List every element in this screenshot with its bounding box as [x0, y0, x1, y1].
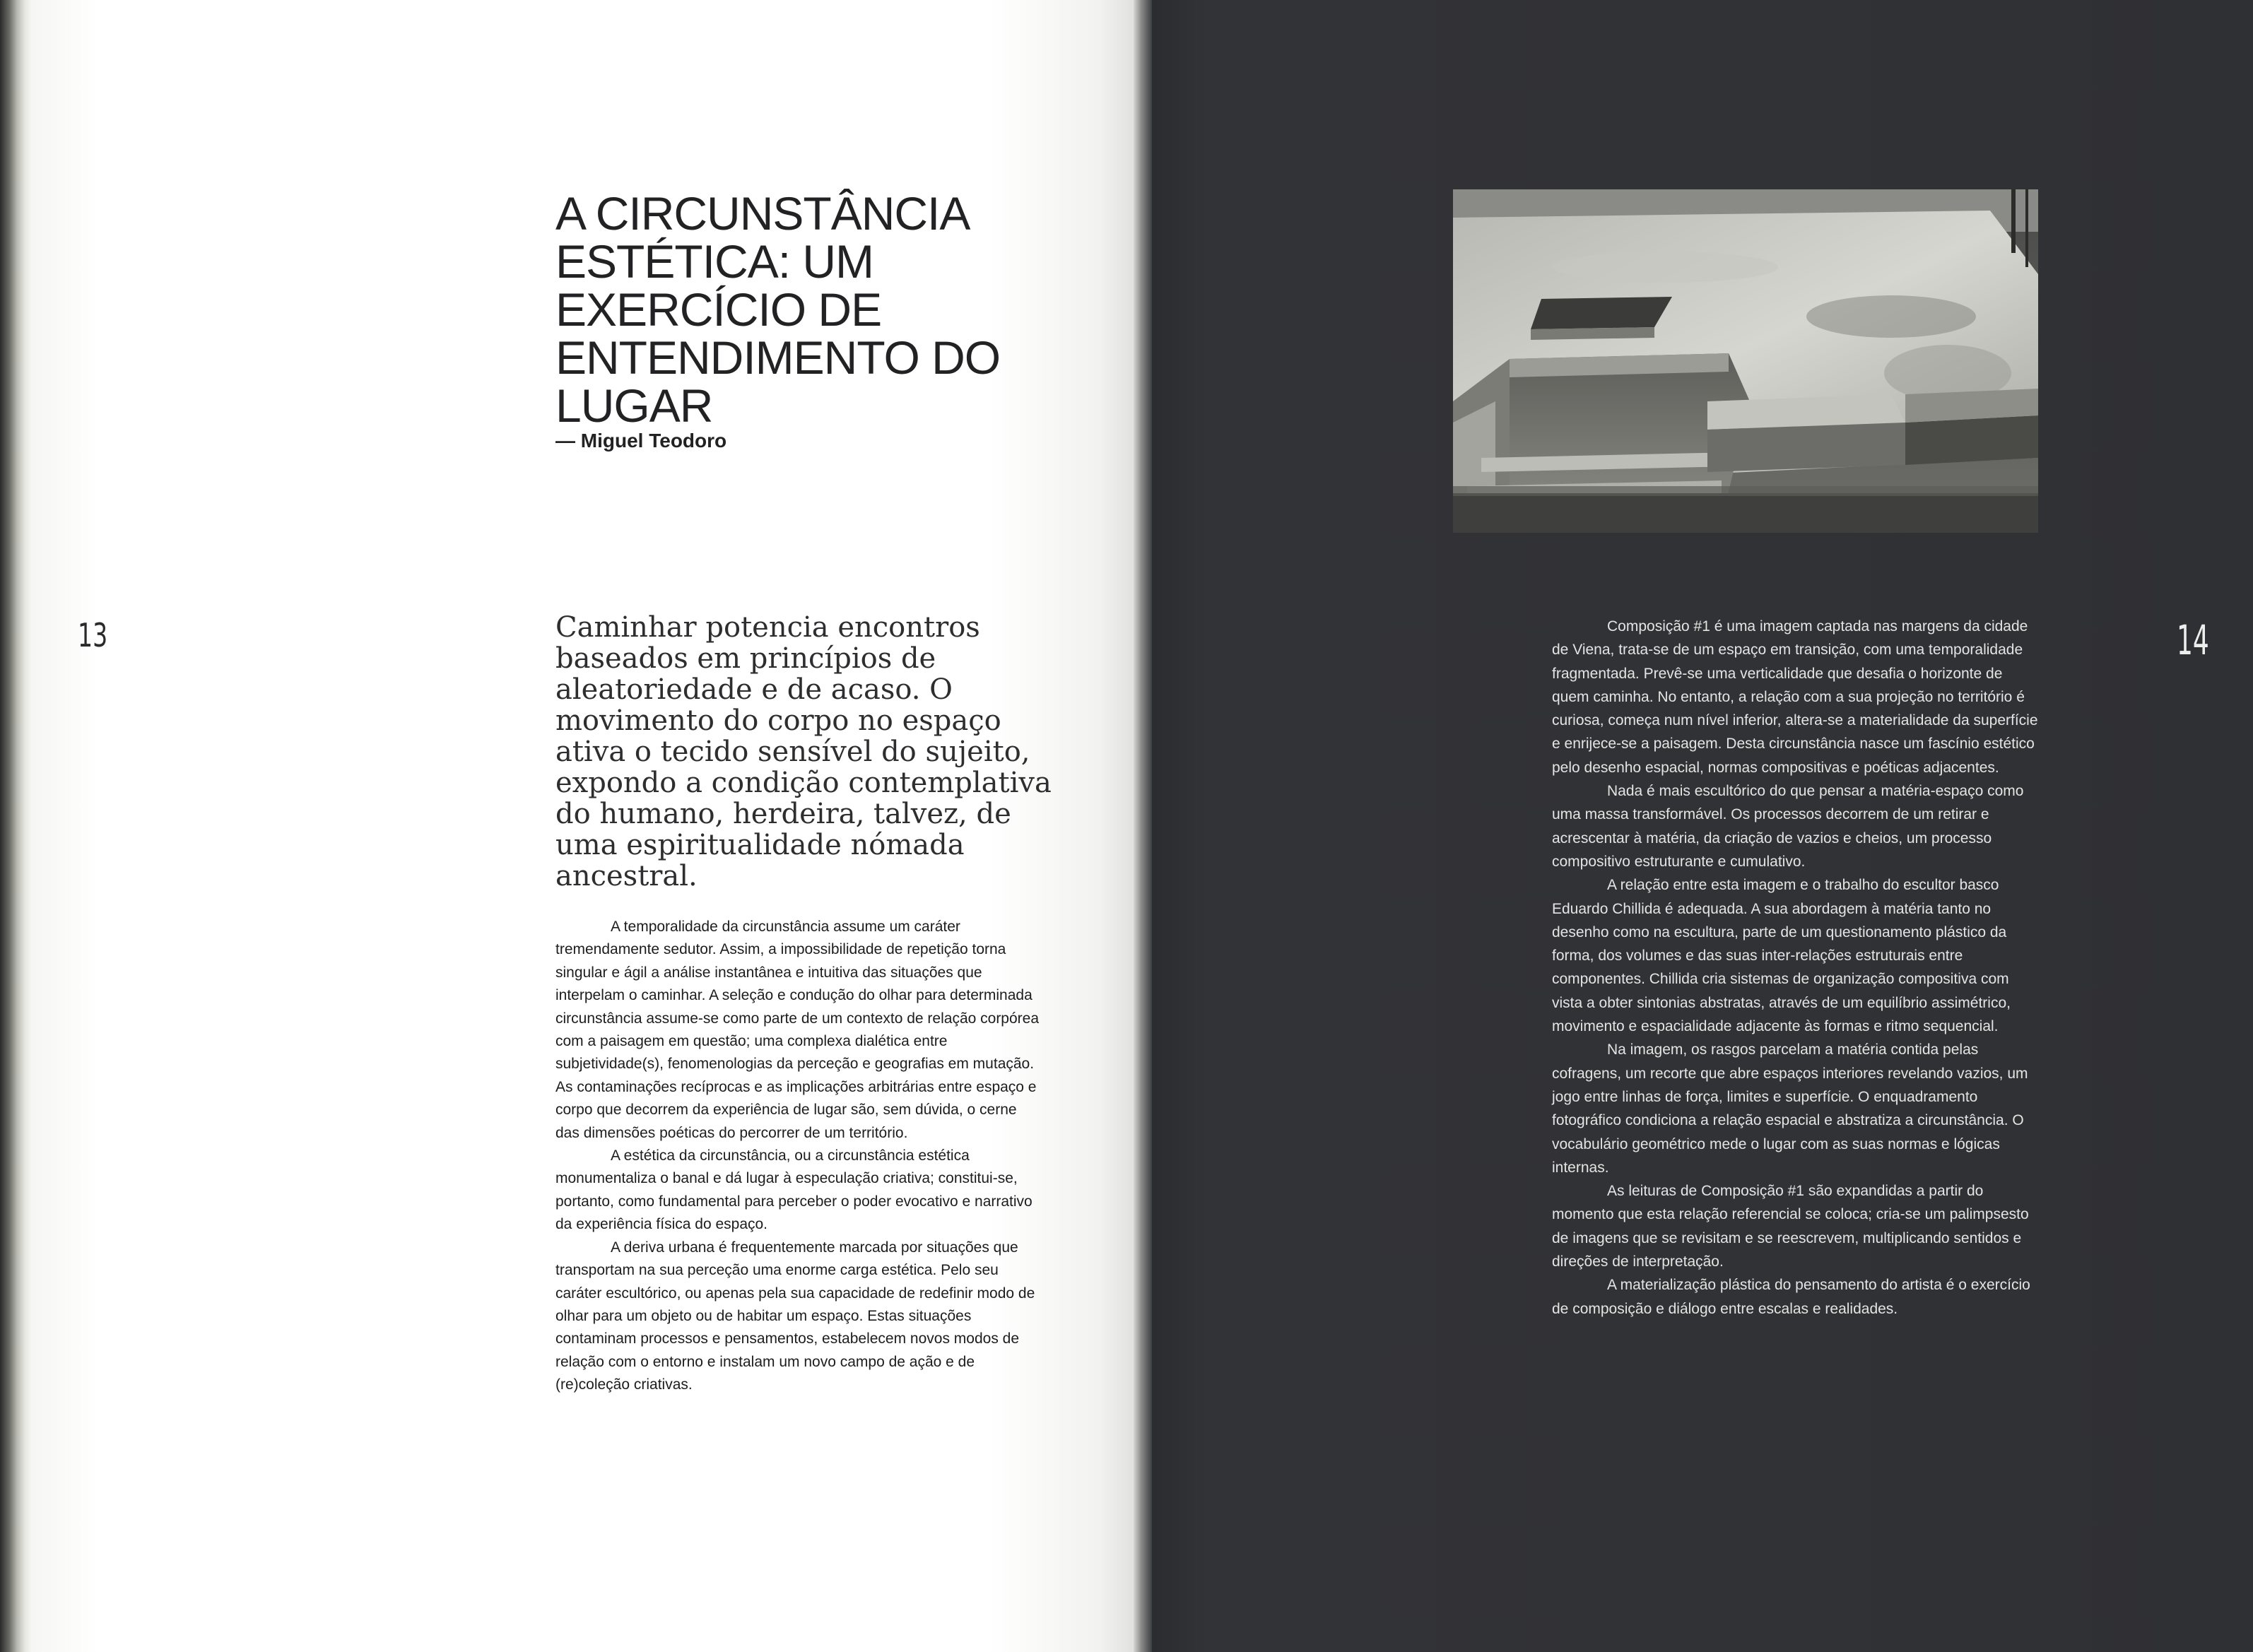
body-paragraph: Nada é mais escultórico do que pensar a matéria-espaço como uma massa transformável. Os processos decorrem de um retirar e acrescentar à matéria, da criação de vazios e cheios, um processo compositivo estruturante e cumulativo.	[1552, 783, 2024, 870]
title-line: LUGAR	[555, 379, 713, 432]
body-paragraph: A materialização plástica do pensamento do artista é o exercício de composição e diálogo entre escalas e realidades.	[1552, 1277, 2030, 1317]
title-line: ENTENDIMENTO DO	[555, 331, 1001, 384]
concrete-photograph	[1453, 189, 2038, 533]
body-paragraph: As leituras de Composição #1 são expandidas a partir do momento que esta relação referencial se coloca; cria-se um palimpsesto de imagens que se revisitam e se reescrevem, multiplicando sentidos e direções de interpretação.	[1552, 1183, 2029, 1270]
left-body-text	[555, 916, 1043, 1397]
author-byline: — Miguel Teodoro	[555, 430, 727, 452]
body-paragraph: Na imagem, os rasgos parcelam a matéria contida pelas cofragens, um recorte que abre espaços interiores revelando vazios, um jogo entre linhas de força, limites e superfície. O enquadramento fotográfico condiciona a relação espacial e abstratiza a circunstância. O vocabulário geométrico mede o lugar com as suas normas e lógicas internas.	[1552, 1042, 2028, 1176]
scanner-edge	[0, 0, 31, 1652]
photo-illustration	[1453, 189, 2038, 533]
lead-paragraph: Caminhar potencia encontros baseados em princípios de aleatoriedade e de acaso. O movimento do corpo no espaço ativa o tecido sensível do sujeito, expondo a condição contemplativa do humano, herdeira, talvez, de uma espiritualidade nómada ancestral.	[555, 611, 1052, 892]
page-number-right: 14	[2177, 616, 2209, 664]
title-line: A CIRCUNSTÂNCIA	[555, 187, 970, 240]
page-number-left: 13	[78, 616, 108, 654]
body-paragraph: A relação entre esta imagem e o trabalho do escultor basco Eduardo Chillida é adequada. A sua abordagem à matéria tanto no desenho como na escultura, parte de um questionamento plástico da forma, dos volumes e das suas inter-relações estruturais entre componentes. Chillida cria sistemas de organização compositiva com vista a obter sintonias abstratas, através de um equilíbrio assimétrico, movimento e espacialidade adjacente às formas e ritmo sequencial.	[1552, 877, 2011, 1035]
body-paragraph: A temporalidade da circunstância assume um caráter tremendamente sedutor. Assim, a impossibilidade de repetição torna singular e ágil a análise instantânea e intuitiva das situações que interpelam o caminhar. A seleção e condução do olhar para determinada circunstância assume-se como parte de um contexto de relação corpórea com a paisagem em questão; uma complexa dialética entre subjetividade(s), fenomenologias da perceção e geografias em mutação. As contaminações recíprocas e as implicações arbitrárias entre espaço e corpo que decorrem da experiência de lugar são, sem dúvida, o cerne das dimensões poéticas do percorrer de um território.	[555, 919, 1040, 1141]
right-body-text	[1552, 615, 2040, 1321]
body-paragraph: A deriva urbana é frequentemente marcada por situações que transportam na sua perceção uma enorme carga estética. Pelo seu caráter escultórico, ou apenas pela sua capacidade de redefinir modo de olhar para um objeto ou de habitar um espaço. Estas situações contaminam processos e pensamentos, estabelecem novos modos de relação com o entorno e instalam um novo campo de ação e de (re)coleção criativas.	[555, 1239, 1035, 1393]
body-paragraph: A estética da circunstância, ou a circunstância estética monumentaliza o banal e dá lugar à especulação criativa; constitui-se, portanto, como fundamental para perceber o poder evocativo e narrativo da experiência física do espaço.	[555, 1147, 1033, 1233]
title-line: EXERCÍCIO DE	[555, 283, 882, 336]
article-title	[555, 189, 1093, 430]
book-gutter	[1134, 0, 1152, 1652]
title-line: ESTÉTICA: UM	[555, 235, 874, 288]
body-paragraph: Composição #1 é uma imagem captada nas margens da cidade de Viena, trata-se de um espaço em transição, com uma temporalidade fragmentada. Prevê-se uma verticalidade que desafia o horizonte de quem caminha. No entanto, a relação com a sua projeção no território é curiosa, começa num nível inferior, altera-se a materialidade da superfície e enrijece-se a paisagem. Desta circunstância nasce um fascínio estético pelo desenho espacial, normas compositivas e poéticas adjacentes.	[1552, 618, 2038, 776]
